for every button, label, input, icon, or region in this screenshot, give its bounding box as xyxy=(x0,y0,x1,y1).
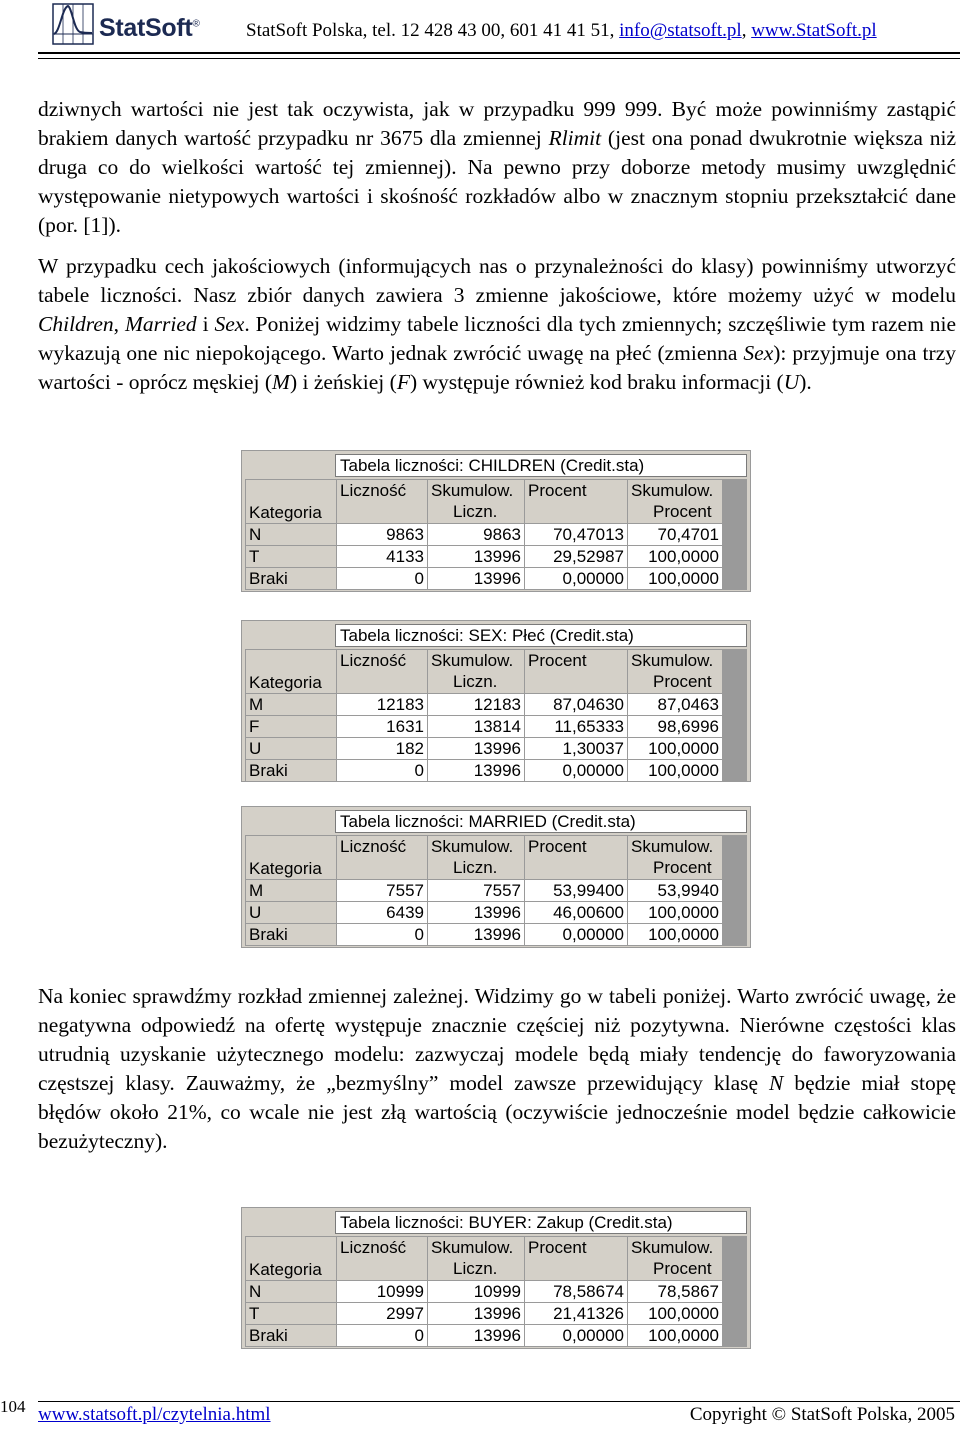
table-cell: 98,6996 xyxy=(628,716,722,737)
header-divider-thin xyxy=(38,58,960,59)
italic-term: Rlimit xyxy=(548,126,602,150)
header-kategoria xyxy=(246,480,336,523)
header-contact xyxy=(246,20,877,42)
header-label: Liczność xyxy=(340,1238,407,1257)
header-contact-text: StatSoft Polska, tel. 12 428 43 00, 601 41 41 51, xyxy=(246,20,620,41)
row-category: U xyxy=(246,902,336,923)
table-cell: 12183 xyxy=(337,694,427,715)
text-run: ). xyxy=(799,370,812,394)
table-grid xyxy=(245,835,747,946)
frequency-table-married xyxy=(241,806,751,948)
table-cell: 0 xyxy=(337,760,427,781)
table-cell: 0,00000 xyxy=(525,568,627,589)
table-cell: 100,0000 xyxy=(628,760,722,781)
table-cell: 0 xyxy=(337,924,427,945)
header-label: Skumulow. xyxy=(431,1238,514,1257)
row-category: T xyxy=(246,1303,336,1324)
table-title: Tabela liczności: BUYER: Zakup (Credit.sta) xyxy=(335,1211,747,1234)
table-cell: 100,0000 xyxy=(628,546,722,567)
header-kategoria xyxy=(246,650,336,693)
table-grid xyxy=(245,1236,747,1347)
text-run: Na koniec sprawdźmy rozkład zmiennej zależnej. Widzimy go w tabeli poniżej. Warto zwrócić uwagę, że negatywna odpowiedź na ofertę występuje znacznie częściej niż pozytywna. Nierówne częstości klas utrudnią uzyskanie użytecznego modelu: zazwyczaj modele będą miały tendencję do faworyzowania częstszej klasy. Zauważmy, że „bezmyślny” model zawsze przewidujący klasę xyxy=(38,984,956,1095)
header-skumulow-liczn xyxy=(428,480,524,523)
italic-term: M xyxy=(272,370,290,394)
header-label: Procent xyxy=(528,837,587,856)
table-cell: 9863 xyxy=(428,524,524,545)
table-cell: 13996 xyxy=(428,924,524,945)
header-licznosc xyxy=(337,836,427,879)
table-cell: 53,99400 xyxy=(525,880,627,901)
header-label: Skumulow. xyxy=(431,651,514,670)
frequency-table-sex xyxy=(241,620,751,782)
paragraph-dependent-variable xyxy=(38,982,956,1156)
table-cell: 13996 xyxy=(428,546,524,567)
table-cell: 78,58674 xyxy=(525,1281,627,1302)
header-label: Skumulow. xyxy=(631,651,714,670)
italic-term: U xyxy=(783,370,800,394)
row-category: F xyxy=(246,716,336,737)
text-run: dziwnych wartości nie jest tak oczywista, jak w przypadku 999 999. Być może powinniśmy zastąpić brakiem danych wartość przypadku nr 3675 dla zmiennej xyxy=(38,97,956,150)
table-cell: 13996 xyxy=(428,902,524,923)
row-category: M xyxy=(246,880,336,901)
header-label: Procent xyxy=(528,651,587,670)
text-run: W przypadku cech jakościowych (informujących nas o przynależności do klasy) powinniśmy utworzyć tabele liczności. Nasz zbiór danych zawiera 3 zmienne jakościowe, które możemy użyć w modelu xyxy=(38,254,956,307)
statsoft-logo xyxy=(52,2,232,50)
text-run: . Poniżej widzimy tabele liczności dla tych zmiennych; szczęśliwie tym razem nie wykazują one nic niepokojącego. Warto jednak zwrócić uwagę na płeć (zmienna xyxy=(38,312,957,365)
table-cell: 0,00000 xyxy=(525,924,627,945)
header-licznosc xyxy=(337,480,427,523)
row-category: Braki xyxy=(246,924,336,945)
table-cell: 87,04630 xyxy=(525,694,627,715)
row-category: N xyxy=(246,524,336,545)
italic-term: N xyxy=(769,1071,784,1095)
table-grid xyxy=(245,479,747,590)
table-cell: 9863 xyxy=(337,524,427,545)
text-run: , xyxy=(113,312,125,336)
text-run: i xyxy=(196,312,215,336)
header-label: Liczność xyxy=(340,481,407,500)
header-label: Procent xyxy=(528,481,587,500)
email-link[interactable]: info@statsoft.pl xyxy=(619,20,742,41)
footer-link[interactable]: www.statsoft.pl/czytelnia.html xyxy=(38,1404,271,1425)
row-category: N xyxy=(246,1281,336,1302)
header-label: Skumulow. xyxy=(431,837,514,856)
table-cell: 0 xyxy=(337,568,427,589)
page-number: 104 xyxy=(0,1397,26,1416)
logo-text: StatSoft xyxy=(99,14,193,42)
text-run: ) występuje również kod braku informacji ( xyxy=(409,370,784,394)
header-label: Kategoria xyxy=(249,673,322,692)
table-cell: 70,47013 xyxy=(525,524,627,545)
table-cell: 4133 xyxy=(337,546,427,567)
table-cell: 13996 xyxy=(428,568,524,589)
italic-term: Children xyxy=(38,312,114,336)
header-label-line2: Liczn. xyxy=(453,1259,498,1278)
row-category: U xyxy=(246,738,336,759)
table-cell: 53,9940 xyxy=(628,880,722,901)
row-category: M xyxy=(246,694,336,715)
paragraph-outliers xyxy=(38,95,956,240)
header-skumulow-procent xyxy=(628,480,722,523)
header-label: Procent xyxy=(528,1238,587,1257)
header-divider xyxy=(38,52,960,54)
table-cell: 78,5867 xyxy=(628,1281,722,1302)
header-label-line2: Liczn. xyxy=(453,672,498,691)
header-label: Skumulow. xyxy=(631,481,714,500)
italic-term: Sex xyxy=(743,341,774,365)
table-cell: 1631 xyxy=(337,716,427,737)
table-cell: 13996 xyxy=(428,1325,524,1346)
header-licznosc xyxy=(337,1237,427,1280)
header-label-line2: Liczn. xyxy=(453,858,498,877)
table-cell: 0,00000 xyxy=(525,1325,627,1346)
header-label: Kategoria xyxy=(249,859,322,878)
table-cell: 100,0000 xyxy=(628,738,722,759)
header-label-line2: Procent xyxy=(653,1259,712,1278)
table-cell: 29,52987 xyxy=(525,546,627,567)
table-cell: 100,0000 xyxy=(628,568,722,589)
table-cell: 2997 xyxy=(337,1303,427,1324)
table-title: Tabela liczności: MARRIED (Credit.sta) xyxy=(335,810,747,833)
header-kategoria xyxy=(246,1237,336,1280)
statsoft-logo-icon xyxy=(52,2,98,50)
table-cell: 1,30037 xyxy=(525,738,627,759)
table-cell: 21,41326 xyxy=(525,1303,627,1324)
header-skumulow-procent xyxy=(628,650,722,693)
header-skumulow-liczn xyxy=(428,1237,524,1280)
table-cell: 10999 xyxy=(428,1281,524,1302)
header-label: Liczność xyxy=(340,837,407,856)
header-label: Kategoria xyxy=(249,503,322,522)
table-cell: 13996 xyxy=(428,738,524,759)
header-procent xyxy=(525,1237,627,1280)
website-link[interactable]: www.StatSoft.pl xyxy=(751,20,877,41)
table-cell: 70,4701 xyxy=(628,524,722,545)
registered-mark: ® xyxy=(192,18,200,30)
header-skumulow-liczn xyxy=(428,836,524,879)
table-title: Tabela liczności: SEX: Płeć (Credit.sta) xyxy=(335,624,747,647)
header-label-line2: Procent xyxy=(653,502,712,521)
header-label-line2: Liczn. xyxy=(453,502,498,521)
table-cell: 87,0463 xyxy=(628,694,722,715)
text-run: ): przyjmuje ona trzy wartości - oprócz męskiej ( xyxy=(38,341,956,394)
table-cell: 100,0000 xyxy=(628,924,722,945)
header-kategoria xyxy=(246,836,336,879)
text-run: ) i żeńskiej ( xyxy=(289,370,397,394)
table-title: Tabela liczności: CHILDREN (Credit.sta) xyxy=(335,454,747,477)
header-label-line2: Procent xyxy=(653,858,712,877)
row-category: Braki xyxy=(246,1325,336,1346)
table-cell: 100,0000 xyxy=(628,1303,722,1324)
frequency-table-children xyxy=(241,450,751,592)
row-category: T xyxy=(246,546,336,567)
paragraph-frequency-tables xyxy=(38,252,956,397)
table-grid xyxy=(245,649,747,782)
header-label: Skumulow. xyxy=(631,837,714,856)
header-skumulow-procent xyxy=(628,836,722,879)
footer-divider xyxy=(38,1401,960,1402)
table-cell: 13814 xyxy=(428,716,524,737)
table-cell: 100,0000 xyxy=(628,902,722,923)
header-skumulow-procent xyxy=(628,1237,722,1280)
header-label: Skumulow. xyxy=(431,481,514,500)
table-cell: 46,00600 xyxy=(525,902,627,923)
table-cell: 182 xyxy=(337,738,427,759)
table-cell: 12183 xyxy=(428,694,524,715)
header-procent xyxy=(525,480,627,523)
text-run: będzie miał stopę błędów około 21%, co wcale nie jest złą wartością (oczywiście jednocześnie model będzie całkowicie bezużyteczny). xyxy=(38,1071,956,1153)
text-run: (jest ona ponad dwukrotnie większa niż druga co do wielkości wartość tej zmiennej). Na pewno przy doborze metody musimy uwzględnić występowanie nietypowych wartości i skośność rozkładów albo w znacznym stopniu przekształcić dane (por. [1]). xyxy=(38,126,956,237)
table-cell: 11,65333 xyxy=(525,716,627,737)
frequency-table-buyer xyxy=(241,1207,751,1349)
table-cell: 6439 xyxy=(337,902,427,923)
header-procent xyxy=(525,836,627,879)
table-cell: 13996 xyxy=(428,1303,524,1324)
table-cell: 0 xyxy=(337,1325,427,1346)
row-category: Braki xyxy=(246,568,336,589)
row-category: Braki xyxy=(246,760,336,781)
header-label: Kategoria xyxy=(249,1260,322,1279)
header-procent xyxy=(525,650,627,693)
table-cell: 7557 xyxy=(337,880,427,901)
header-licznosc xyxy=(337,650,427,693)
copyright-text: Copyright © StatSoft Polska, 2005 xyxy=(689,1404,955,1425)
italic-term: Sex xyxy=(214,312,245,336)
italic-term: F xyxy=(396,370,410,394)
table-cell: 7557 xyxy=(428,880,524,901)
header-skumulow-liczn xyxy=(428,650,524,693)
header-label: Liczność xyxy=(340,651,407,670)
header-label: Skumulow. xyxy=(631,1238,714,1257)
table-cell: 0,00000 xyxy=(525,760,627,781)
page-header xyxy=(0,0,960,72)
table-cell: 100,0000 xyxy=(628,1325,722,1346)
header-separator: , xyxy=(741,20,752,41)
table-cell: 10999 xyxy=(337,1281,427,1302)
table-cell: 13996 xyxy=(428,760,524,781)
header-label-line2: Procent xyxy=(653,672,712,691)
italic-term: Married xyxy=(124,312,197,336)
